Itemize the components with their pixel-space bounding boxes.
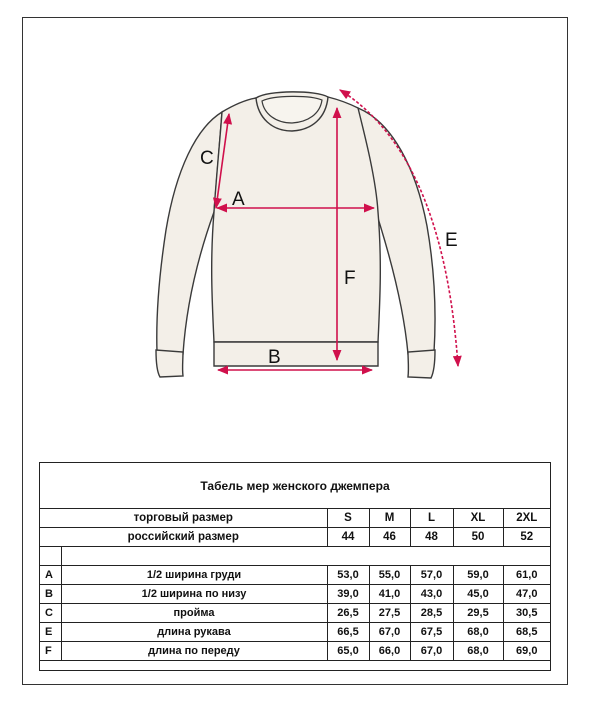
row-code: C (40, 604, 61, 623)
label-c: C (200, 148, 214, 169)
value-cell: 66,0 (369, 642, 410, 661)
row-code: B (40, 585, 61, 604)
sweater-body (212, 97, 381, 342)
row-code: F (40, 642, 61, 661)
size-chart-table (39, 462, 551, 671)
russian-size-cell: 52 (503, 528, 550, 547)
value-cell: 53,0 (327, 566, 369, 585)
label-a: A (232, 189, 245, 210)
waistband (214, 342, 378, 366)
row-code: E (40, 623, 61, 642)
value-cell: 41,0 (369, 585, 410, 604)
size-grid (40, 509, 550, 661)
value-cell: 26,5 (327, 604, 369, 623)
label-b: B (268, 347, 281, 368)
label-e: E (445, 230, 458, 251)
trade-size-label: торговый размер (40, 509, 327, 528)
right-cuff (408, 350, 435, 378)
value-cell: 27,5 (369, 604, 410, 623)
row-name: 1/2 ширина груди (61, 566, 327, 585)
table-title: Табель мер женского джемпера (40, 463, 550, 509)
value-cell: 47,0 (503, 585, 550, 604)
row-name: длина по переду (61, 642, 327, 661)
russian-size-cell: 48 (410, 528, 453, 547)
value-cell: 30,5 (503, 604, 550, 623)
value-cell: 57,0 (410, 566, 453, 585)
value-cell: 67,5 (410, 623, 453, 642)
russian-size-cell: 46 (369, 528, 410, 547)
label-f: F (344, 268, 356, 289)
value-cell: 66,5 (327, 623, 369, 642)
value-cell: 29,5 (453, 604, 503, 623)
russian-size-cell: 44 (327, 528, 369, 547)
trade-size-row (40, 509, 550, 528)
size-cell: 2XL (503, 509, 550, 528)
russian-size-label: российский размер (40, 528, 327, 547)
value-cell: 68,0 (453, 623, 503, 642)
value-cell: 61,0 (503, 566, 550, 585)
table-row (40, 585, 550, 604)
row-name: 1/2 ширина по низу (61, 585, 327, 604)
value-cell: 68,5 (503, 623, 550, 642)
table-row (40, 566, 550, 585)
russian-size-cell: 50 (453, 528, 503, 547)
value-cell: 67,0 (369, 623, 410, 642)
row-name: пройма (61, 604, 327, 623)
value-cell: 59,0 (453, 566, 503, 585)
value-cell: 67,0 (410, 642, 453, 661)
row-code: A (40, 566, 61, 585)
size-cell: XL (453, 509, 503, 528)
table-row (40, 604, 550, 623)
value-cell: 28,5 (410, 604, 453, 623)
spacer-row (40, 547, 550, 566)
size-cell: M (369, 509, 410, 528)
size-cell: L (410, 509, 453, 528)
value-cell: 43,0 (410, 585, 453, 604)
value-cell: 69,0 (503, 642, 550, 661)
value-cell: 68,0 (453, 642, 503, 661)
value-cell: 39,0 (327, 585, 369, 604)
left-cuff (156, 350, 183, 377)
value-cell: 45,0 (453, 585, 503, 604)
row-name: длина рукава (61, 623, 327, 642)
russian-size-row (40, 528, 550, 547)
size-cell: S (327, 509, 369, 528)
table-row (40, 623, 550, 642)
value-cell: 65,0 (327, 642, 369, 661)
value-cell: 55,0 (369, 566, 410, 585)
table-row (40, 642, 550, 661)
